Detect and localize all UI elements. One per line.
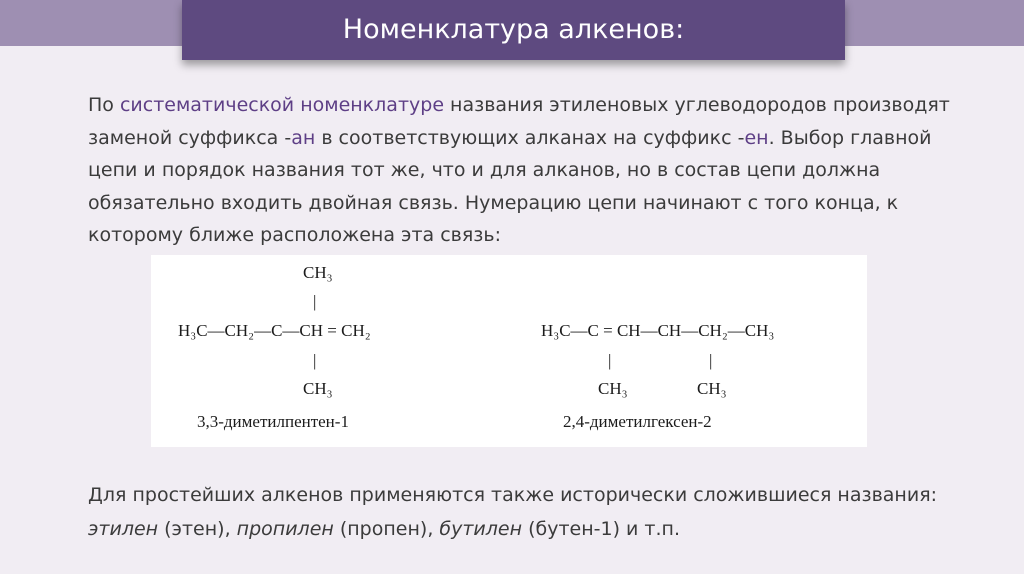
vertical-bond: |	[608, 351, 612, 370]
compound-name-left: 3,3-диметилпентен-1	[197, 412, 349, 431]
suffix-an: ан	[291, 126, 316, 149]
methyl-group-top: CH₃	[303, 263, 333, 282]
suffix-en: ен	[744, 126, 769, 149]
vertical-bond: |	[313, 292, 317, 311]
paragraph-text: (этен),	[158, 518, 237, 540]
paragraph-text: . Выбор главной цепи и порядок названия тот же, что и для алканов, но в состав цепи должна обязательно входить двойная связь. Нумерацию цепи начинают с того конца, к которому ближе расположена эта связь:	[88, 126, 932, 246]
name-ethylene: этилен	[88, 518, 159, 540]
methyl-group-bottom: CH₃	[303, 379, 333, 398]
paragraph-text: названия этиленовых углеводородов производят заменой суффикса -	[88, 94, 950, 149]
paragraph-nomenclature	[88, 89, 968, 252]
term-systematic-nomenclature: систематической номенклатуре	[119, 94, 445, 116]
main-chain-right: H₃C—C = CH—CH—CH₂—CH₃	[541, 321, 775, 340]
name-propylene: пропилен	[236, 518, 334, 540]
compound-name-right: 2,4-диметилгексен-2	[563, 412, 712, 431]
paragraph-historical-names	[88, 478, 968, 546]
paragraph-text: По	[88, 94, 120, 116]
slide-title: Номенклатура алкенов:	[342, 13, 685, 45]
paragraph-text: (пропен),	[333, 518, 440, 540]
paragraph-text: (бутен-1) и т.п.	[522, 518, 680, 540]
structural-formulas-figure	[151, 255, 867, 447]
vertical-bond: |	[313, 351, 317, 370]
paragraph-text: Для простейших алкенов применяются также исторически сложившиеся названия:	[88, 484, 938, 506]
paragraph-text: в соответствующих алканах на суффикс -	[315, 126, 745, 149]
title-bar	[182, 0, 845, 60]
vertical-bond: |	[709, 351, 713, 370]
methyl-group-c2: CH₃	[598, 379, 628, 398]
name-butylene: бутилен	[439, 518, 523, 540]
main-chain-left: H₃C—CH₂—C—CH = CH₂	[178, 321, 371, 340]
methyl-group-c4: CH₃	[697, 379, 727, 398]
